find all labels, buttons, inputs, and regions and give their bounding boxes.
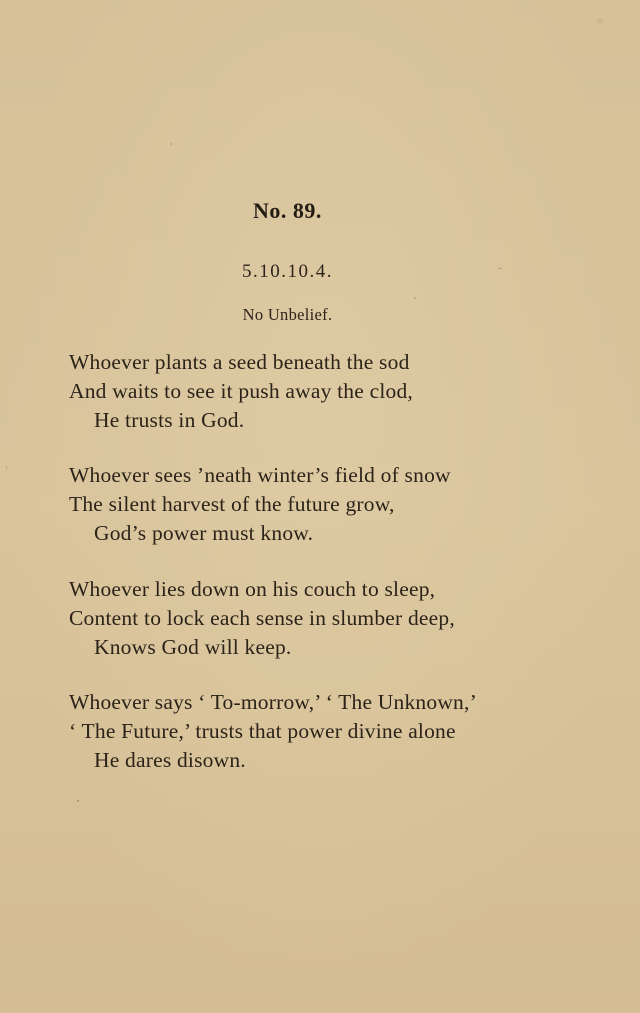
stanza-3 — [69, 575, 455, 662]
verse-line: Whoever plants a seed beneath the sod — [69, 350, 410, 374]
verse-line: The silent harvest of the future grow, — [69, 492, 395, 516]
stanza-2 — [69, 461, 451, 548]
paper-speck — [77, 800, 79, 802]
hymn-meter: 5.10.10.4. — [242, 261, 333, 282]
hymn-number: No. 89. — [253, 198, 322, 223]
paper-speck — [170, 143, 172, 145]
verse-line: Whoever says ‘ To-morrow,’ ‘ The Unknown,’ — [69, 690, 477, 714]
verse-refrain-line: God’s power must know. — [94, 521, 314, 545]
paper-speck — [414, 297, 416, 299]
hymn-title: No Unbelief. — [242, 305, 333, 324]
stanza-4 — [69, 688, 477, 775]
paper-speck — [498, 268, 502, 269]
verse-line: Content to lock each sense in slumber deep, — [69, 606, 455, 630]
verse-line: Whoever sees ’neath winter’s field of snow — [69, 463, 451, 487]
verse-refrain-line: He dares disown. — [94, 748, 246, 772]
paper-speck — [597, 18, 603, 24]
stanza-1 — [69, 348, 413, 435]
verse-line: ‘ The Future,’ trusts that power divine alone — [69, 719, 456, 743]
verse-refrain-line: He trusts in God. — [94, 408, 245, 432]
verse-refrain-line: Knows God will keep. — [94, 635, 292, 659]
paper-speck — [6, 466, 7, 469]
verse-line: Whoever lies down on his couch to sleep, — [69, 577, 436, 601]
verse-line: And waits to see it push away the clod, — [69, 379, 413, 403]
